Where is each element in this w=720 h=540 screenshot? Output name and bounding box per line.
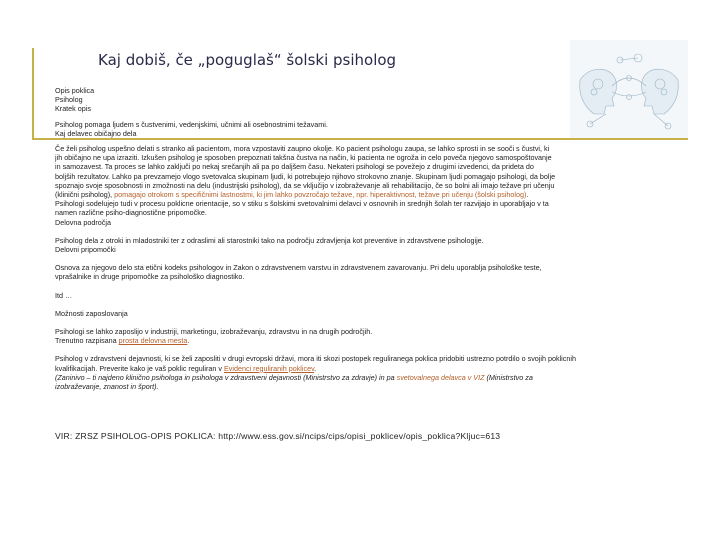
main-line-6-end: . bbox=[526, 190, 529, 200]
intro-line-3: Kratek opis bbox=[55, 104, 91, 114]
slide-title: Kaj dobiš, če „poguglaš“ šolski psiholog bbox=[98, 51, 397, 69]
intro-line-1: Opis poklica bbox=[55, 86, 95, 95]
main-line-7: Psihologi sodelujejo tudi v procesu poklicne orientacije, so v stiku s šolskimi svetovalnimi delavci v osnovnih in srednjih šolah ter razvijajo in uporabljajo v ta bbox=[55, 199, 549, 209]
workday-label: Kaj delavec običajno dela bbox=[55, 128, 137, 138]
tools-line-1: Osnova za njegovo delo sta etični kodeks psihologov in Zakon o zdravstvenem varstvu in zdravstvenem zavarovanju. Pri delu uporablja psihološke teste, bbox=[55, 263, 542, 273]
regulated-line-1: Psiholog v zdravstveni dejavnosti, ki se želi zaposliti v drugi evropski državi, mora iti skozi postopek reguliranega poklica pridobiti ustrezno potrdilo o svojih poklicnih bbox=[55, 354, 576, 364]
regulated-line-2 bbox=[55, 364, 683, 373]
work-areas-line: Psiholog dela z otroki in mladostniki ter z odraslimi ali starostniki tako na področju zdravljenja kot preventive in zdravstvene psihologije. bbox=[55, 235, 484, 245]
main-line-4: boljših rezultatov. Lahko pa prevzamejo vlogo svetovalca skupinam ljudi, ki potrebujejo njihovo strokovno znanje. Skupinam ljudi pomagajo psihologi, da bolje bbox=[55, 171, 556, 181]
regulated-line-3-end: (Ministrstvo za bbox=[484, 372, 533, 382]
tools-label: Delovni pripomočki bbox=[55, 245, 116, 255]
source-citation: VIR: ZRSZ PSIHOLOG-OPIS POKLICA: http://www.ess.gov.si/ncips/cips/opisi_poklicev/opis_poklica?Kljuc=613 bbox=[55, 431, 501, 441]
regulated-line-4: izobraževanje, znanost in šport). bbox=[55, 382, 159, 392]
summary-line: Psiholog pomaga ljudem s čustvenimi, vedenjskimi, učnimi ali osebnostnimi težavami. bbox=[55, 119, 328, 129]
main-line-1: Če želi psiholog uspešno delati s stranko ali pacientom, mora vzpostaviti zaupno okolje. Ko pacient psihologu zaupa, se lahko sprosti in se sooči s čustvi, ki bbox=[55, 144, 550, 154]
content-body bbox=[55, 86, 683, 391]
tools-line-2: vprašalnike in druge pripomočke za psihološko diagnostiko. bbox=[55, 272, 245, 282]
regulated-line-3-highlight: svetovalnega delavca v VIZ bbox=[396, 372, 485, 382]
main-line-8: namen različne psiho-diagnostične pripomočke. bbox=[55, 208, 207, 218]
employment-line-1: Psihologi se lahko zaposlijo v industriji, marketingu, izobraževanju, zdravstvu in na drugih področjih. bbox=[55, 327, 373, 337]
regulated-line-3 bbox=[55, 373, 683, 382]
frame-vertical-accent bbox=[32, 48, 34, 140]
open-positions-link[interactable]: prosta delovna mesta bbox=[118, 336, 188, 346]
regulated-line-3-start: (Zaninivo – ti najdeno klinično psihologa in psihologa v zdravstveni dejavnosti (Ministrstvo za zdravje) in pa bbox=[55, 372, 397, 382]
etc-line: Itd … bbox=[55, 290, 73, 300]
main-line-2: jih običajno ne upa izraziti. Izkušen psiholog je sposoben prepoznati takšna čustva na način, ki pacienta ne ogroža in celo poveča njegovo samospoštovanje bbox=[55, 153, 552, 163]
employment-line-2-start: Trenutno razpisana bbox=[55, 336, 119, 346]
regulated-line-2-start: kvalifikacijah. Preverite kako je vaš poklic reguliran v bbox=[55, 363, 224, 373]
employment-line-2 bbox=[55, 336, 683, 345]
regulated-professions-link[interactable]: Evidenci reguliranih poklicev bbox=[223, 363, 315, 373]
main-line-9: Delovna področja bbox=[55, 217, 111, 227]
main-line-6-highlight: pomagajo otrokom s specifičnimi lastnostmi, ki jim lahko povzročajo težave, npr. hiperaktivnost, težave pri učenju (šolski psiholog) bbox=[114, 190, 527, 200]
main-line-5: spoznajo svoje sposobnosti in zmožnosti na delu (industrijski psiholog), da se vključijo v izobraževanje ali rehabilitacijo, če so bolni ali imajo težave pri učenju bbox=[55, 180, 555, 190]
main-line-6 bbox=[55, 190, 683, 199]
employment-line-2-end: . bbox=[187, 336, 190, 346]
main-line-3: in samozavest. Ta proces se lahko zaključi po nekaj srečanjih ali pa po daljšem času. Nekateri psihologi se povežejo z drugimi izvedenci, da prideta do bbox=[55, 162, 534, 172]
employment-label: Možnosti zaposlovanja bbox=[55, 308, 128, 318]
intro-line-2: Psiholog bbox=[55, 95, 83, 105]
main-line-6-start: (klinični psiholog), bbox=[55, 190, 115, 200]
regulated-line-2-end: . bbox=[314, 363, 317, 373]
